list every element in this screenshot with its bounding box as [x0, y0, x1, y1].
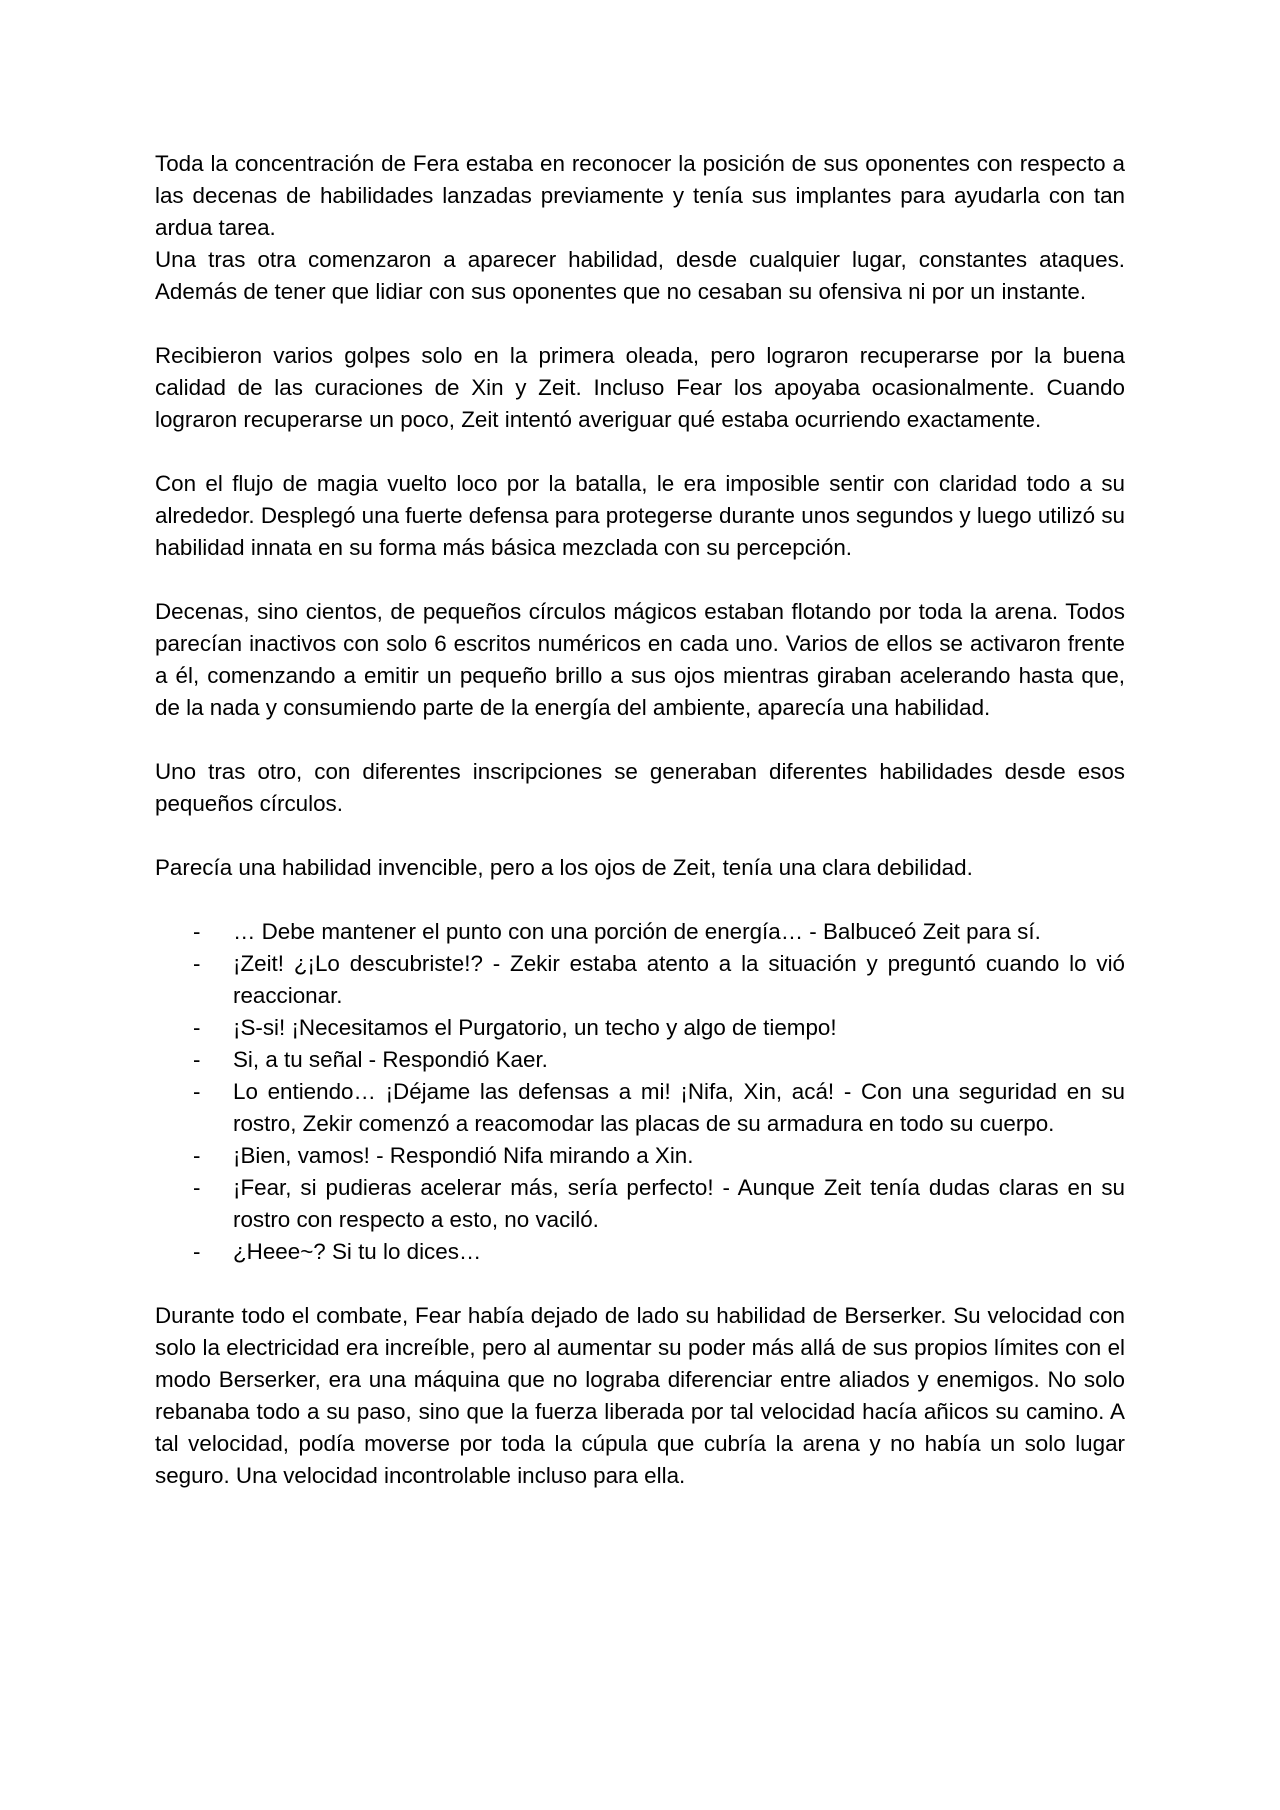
paragraph-gap [155, 308, 1125, 340]
paragraph-gap [155, 884, 1125, 916]
dialogue-line [155, 1236, 1125, 1268]
paragraph-gap [155, 436, 1125, 468]
paragraph-gap [155, 724, 1125, 756]
paragraph: Recibieron varios golpes solo en la primera oleada, pero lograron recuperarse por la buena calidad de las curaciones de Xin y Zeit. Incluso Fear los apoyaba ocasionalmente. Cuando lograron recuperarse un poco, Zeit intentó averiguar qué estaba ocurriendo exactamente. [155, 343, 1125, 432]
dialogue-text: Si, a tu señal - Respondió Kaer. [233, 1047, 548, 1072]
dialogue-text: … Debe mantener el punto con una porción de energía… - Balbuceó Zeit para sí. [233, 919, 1041, 944]
dialogue-text: ¡Fear, si pudieras acelerar más, sería perfecto! - Aunque Zeit tenía dudas claras en su rostro con respecto a esto, no vaciló. [233, 1175, 1125, 1232]
dash-bullet: - [193, 919, 201, 944]
dialogue-text: ¡Bien, vamos! - Respondió Nifa mirando a Xin. [233, 1143, 694, 1168]
dialogue-line [155, 1140, 1125, 1172]
document-page [155, 148, 1125, 1492]
dialogue-text: ¡Zeit! ¿¡Lo descubriste!? - Zekir estaba atento a la situación y preguntó cuando lo vió reaccionar. [233, 951, 1125, 1008]
dialogue-line [155, 1044, 1125, 1076]
dash-bullet: - [193, 1239, 201, 1264]
dash-bullet: - [193, 1015, 201, 1040]
dash-bullet: - [193, 951, 201, 976]
dialogue-line [155, 948, 1125, 1012]
dialogue-line [155, 1012, 1125, 1044]
paragraph-gap [155, 564, 1125, 596]
paragraph: Uno tras otro, con diferentes inscripciones se generaban diferentes habilidades desde esos pequeños círculos. [155, 759, 1125, 816]
dialogue-text: ¡S-si! ¡Necesitamos el Purgatorio, un techo y algo de tiempo! [233, 1015, 837, 1040]
paragraph-gap [155, 820, 1125, 852]
paragraph: Toda la concentración de Fera estaba en reconocer la posición de sus oponentes con respecto a las decenas de habilidades lanzadas previamente y tenía sus implantes para ayudarla con tan ardua tarea. [155, 151, 1125, 240]
dialogue-text: Lo entiendo… ¡Déjame las defensas a mi! ¡Nifa, Xin, acá! - Con una seguridad en su rostro, Zekir comenzó a reacomodar las placas de su armadura en todo su cuerpo. [233, 1079, 1125, 1136]
paragraph-gap [155, 1268, 1125, 1300]
dash-bullet: - [193, 1175, 201, 1200]
paragraph: Durante todo el combate, Fear había dejado de lado su habilidad de Berserker. Su velocidad con solo la electricidad era increíble, pero al aumentar su poder más allá de sus propios límites con el modo Berserker, era una máquina que no lograba diferenciar entre aliados y enemigos. No solo rebanaba todo a su paso, sino que la fuerza liberada por tal velocidad hacía añicos su camino. A tal velocidad, podía moverse por toda la cúpula que cubría la arena y no había un solo lugar seguro. Una velocidad incontrolable incluso para ella. [155, 1303, 1125, 1488]
dash-bullet: - [193, 1143, 201, 1168]
dialogue-list [155, 916, 1125, 1268]
dialogue-line [155, 916, 1125, 948]
dash-bullet: - [193, 1079, 201, 1104]
paragraph: Una tras otra comenzaron a aparecer habilidad, desde cualquier lugar, constantes ataques. Además de tener que lidiar con sus oponentes que no cesaban su ofensiva ni por un instante. [155, 247, 1125, 304]
dialogue-line [155, 1076, 1125, 1140]
paragraph: Parecía una habilidad invencible, pero a los ojos de Zeit, tenía una clara debilidad. [155, 855, 973, 880]
paragraph: Decenas, sino cientos, de pequeños círculos mágicos estaban flotando por toda la arena. Todos parecían inactivos con solo 6 escritos numéricos en cada uno. Varios de ellos se activaron frente a él, comenzando a emitir un pequeño brillo a sus ojos mientras giraban acelerando hasta que, de la nada y consumiendo parte de la energía del ambiente, aparecía una habilidad. [155, 599, 1125, 720]
paragraph: Con el flujo de magia vuelto loco por la batalla, le era imposible sentir con claridad todo a su alrededor. Desplegó una fuerte defensa para protegerse durante unos segundos y luego utilizó su habilidad innata en su forma más básica mezclada con su percepción. [155, 471, 1125, 560]
dialogue-text: ¿Heee~? Si tu lo dices… [233, 1239, 482, 1264]
dialogue-line [155, 1172, 1125, 1236]
dash-bullet: - [193, 1047, 201, 1072]
